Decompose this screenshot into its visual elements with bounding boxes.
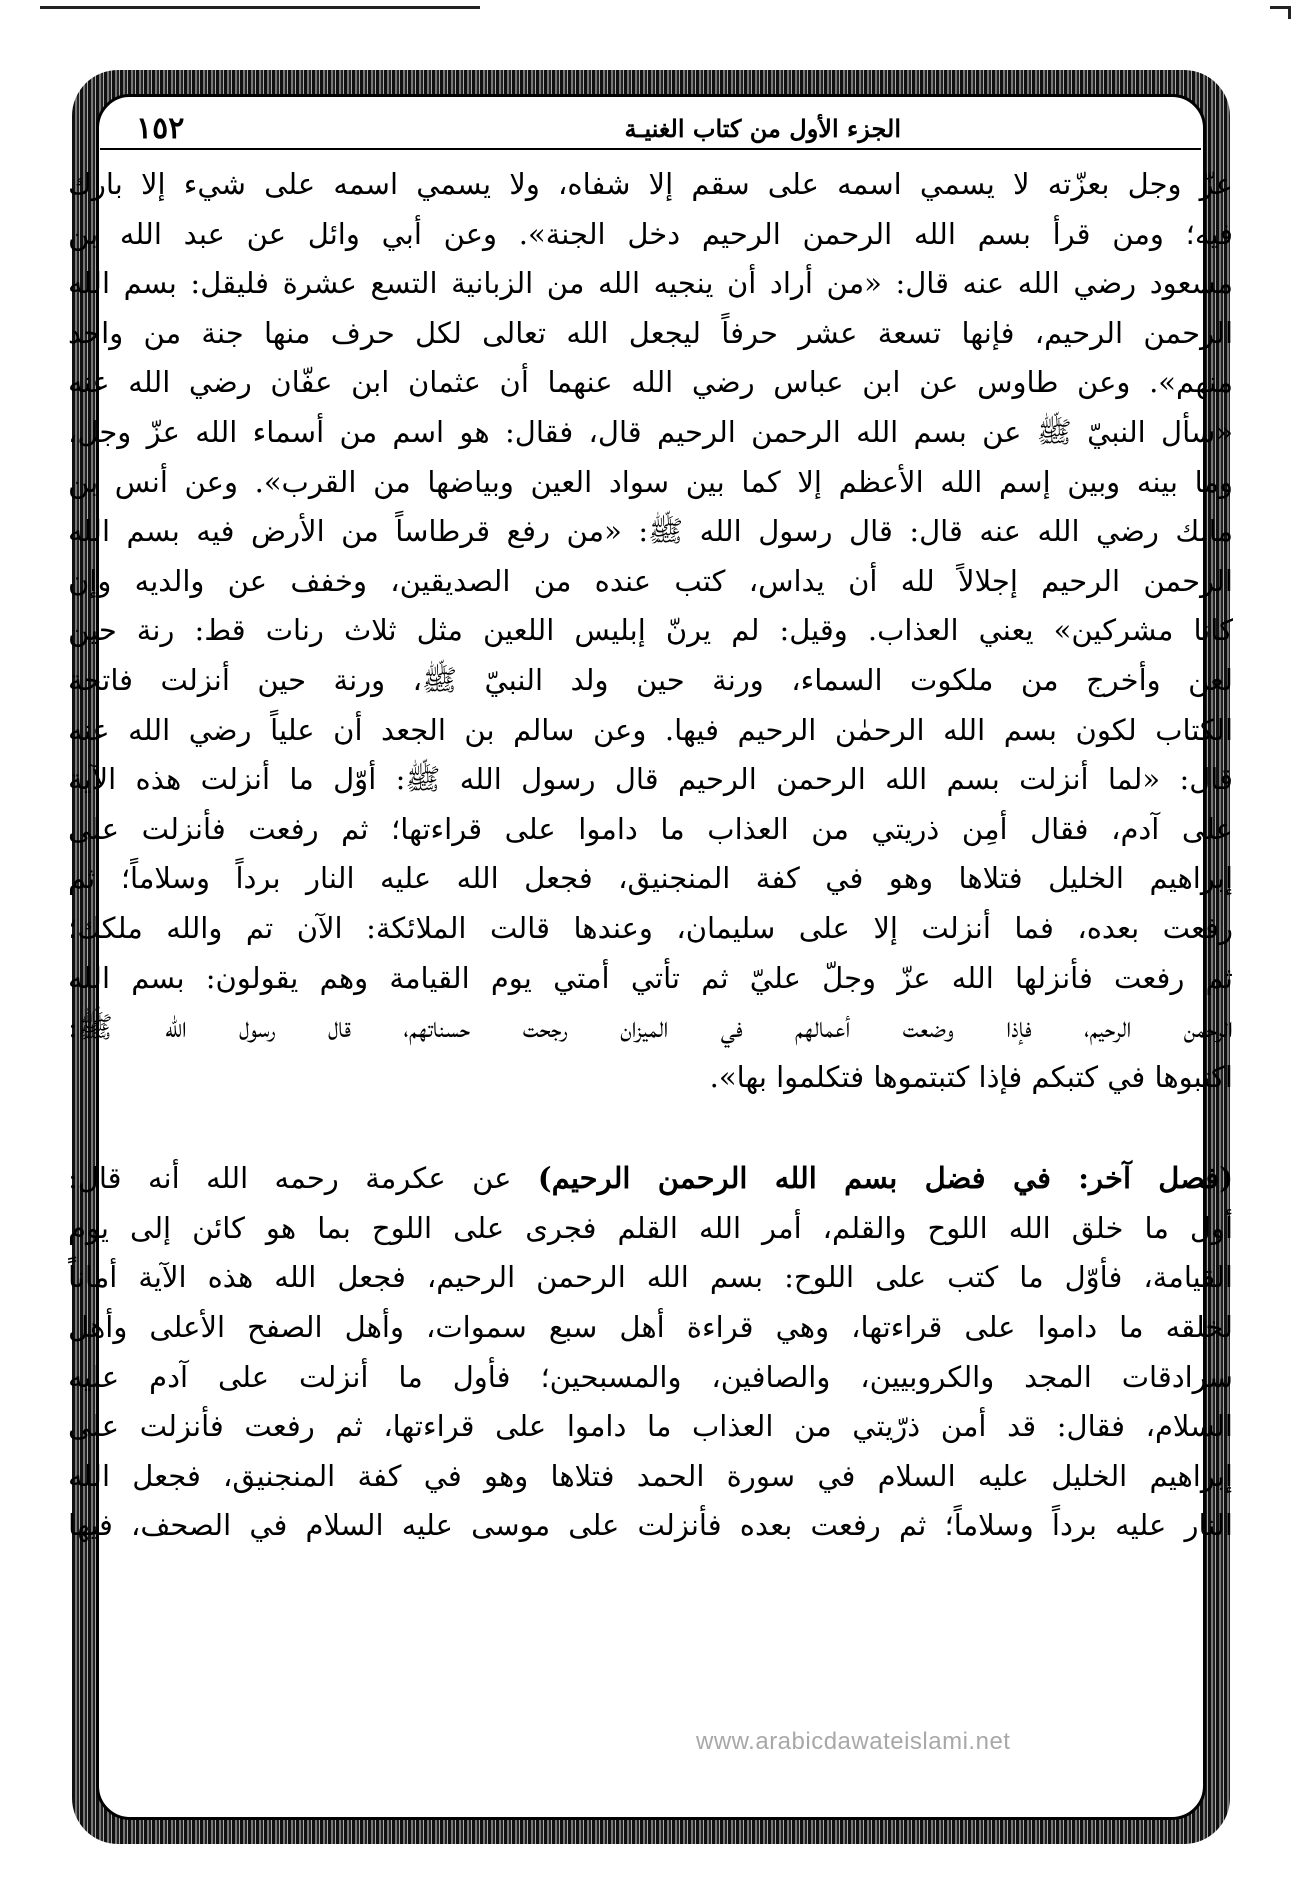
body-text bbox=[68, 160, 1233, 1551]
text-line: الرحمن الرحيم إجلالاً لله أن يداس، كتب عنده من الصديقين، وخفف عن والديه وإن bbox=[68, 563, 1233, 598]
text-line: الرحمن الرحيم، فإنها تسعة عشر حرفاً ليجعل الله تعالى لكل حرف منها جنة من واحد bbox=[68, 315, 1233, 350]
watermark-url: www.arabicdawateislami.net bbox=[696, 1728, 1011, 1755]
text-line: قال: «لما أنزلت بسم الله الرحمن الرحيم قال رسول الله ﷺ: أوّل ما أنزلت هذه الآية bbox=[68, 762, 1233, 797]
section-title: (فصل آخر: في فضل بسم الله الرحمن الرحيم) bbox=[537, 1161, 1233, 1196]
text-line: عزّ وجل بعزّته لا يسمي اسمه على سقم إلا شفاه، ولا يسمي اسمه على شيء إلا بارك bbox=[68, 167, 1233, 201]
text-line: منهم». وعن طاوس عن ابن عباس رضي الله عنهما أن عثمان ابن عفّان رضي الله عنه bbox=[68, 365, 1233, 400]
page-header bbox=[100, 108, 1201, 150]
text-line: اكتبوها في كتبكم فإذا كتبتموها فتكلموا بها». bbox=[709, 1059, 1233, 1094]
text-line: ثم رفعت فأنزلها الله عزّ وجلّ عليّ ثم تأتي أمتي يوم القيامة وهم يقولون: بسم الله bbox=[68, 960, 1233, 995]
text-line: السلام، فقال: قد أمن ذرّيتي من العذاب ما داموا على قراءتها، ثم رفعت فأنزلت على bbox=[68, 1409, 1233, 1444]
text-line: الرحمن الرحيم، فإذا وضعت أعمالهم في الميزان رجحت حسناتهم، قال رسول الله ﷺ: bbox=[68, 1010, 1233, 1045]
text-line: «سأل النبيّ ﷺ عن بسم الله الرحمن الرحيم قال، فقال: هو اسم من أسماء الله عزّ وجل، bbox=[68, 414, 1233, 449]
text-line: فيه؛ ومن قرأ بسم الله الرحمن الرحيم دخل الجنة». وعن أبي وائل عن عبد الله بن bbox=[68, 216, 1233, 251]
paragraph-2 bbox=[68, 1204, 1233, 1551]
page-number: ١٥٢ bbox=[136, 110, 185, 146]
top-scan-rule bbox=[40, 6, 480, 9]
paragraph-1 bbox=[68, 160, 1233, 1102]
text-line: إبراهيم الخليل فتلاها وهو في كفة المنجنيق، فجعل الله عليه النار برداً وسلاماً؛ ثم bbox=[68, 861, 1233, 896]
text-line: لخلقه ما داموا على قراءتها، وهي قراءة أهل سبع سموات، وأهل الصفح الأعلى وأهل bbox=[68, 1310, 1233, 1345]
text-line: رفعت بعده، فما أنزلت إلا على سليمان، وعندها قالت الملائكة: الآن تم والله ملكك؛ bbox=[68, 910, 1233, 945]
section-first-line-rest: عن عكرمة رحمه الله أنه قال: bbox=[68, 1161, 538, 1196]
text-line: وما بينه وبين إسم الله الأعظم إلا كما بين سواد العين وبياضها من القرب». وعن أنس بن bbox=[68, 464, 1233, 499]
text-line: سرادقات المجد والكروبيين، والصافين، والمسبحين؛ فأول ما أنزلت على آدم عليه bbox=[68, 1359, 1233, 1394]
text-line: الكتاب لكون بسم الله الرحمٰن الرحيم فيها. وعن سالم بن الجعد أن علياً رضي الله عنه bbox=[68, 712, 1233, 747]
text-line: على آدم، فقال أمِن ذريتي من العذاب ما داموا على قراءتها؛ ثم رفعت فأنزلت على bbox=[68, 811, 1233, 846]
text-line: إبراهيم الخليل عليه السلام في سورة الحمد فتلاها وهو في كفة المنجنيق، فجعل الله bbox=[68, 1458, 1233, 1493]
section-heading-line bbox=[68, 1154, 1233, 1204]
running-title: الجزء الأول من كتاب الغنيـة bbox=[624, 113, 901, 143]
text-line: القيامة، فأوّل ما كتب على اللوح: بسم الله الرحمن الرحيم، فجعل الله هذه الآية أماناً bbox=[68, 1260, 1233, 1295]
text-line: مسعود رضي الله عنه قال: «من أراد أن ينجيه الله من الزبانية التسع عشرة فليقل: بسم الله bbox=[68, 266, 1233, 301]
paragraph-gap bbox=[68, 1102, 1233, 1154]
corner-crop-mark bbox=[1270, 6, 1291, 19]
text-line: مالك رضي الله عنه قال: قال رسول الله ﷺ: «من رفع قرطاساً من الأرض فيه بسم الله bbox=[68, 514, 1233, 549]
text-line: أول ما خلق الله اللوح والقلم، أمر الله القلم فجرى على اللوح بما هو كائن إلى يوم bbox=[68, 1210, 1233, 1245]
text-line: كانا مشركين» يعني العذاب. وقيل: لم يرنّ إبليس اللعين مثل ثلاث رنات قط: رنة حين bbox=[68, 613, 1233, 648]
text-line: النار عليه برداً وسلاماً؛ ثم رفعت بعده فأنزلت على موسى عليه السلام في الصحف، فيها bbox=[68, 1508, 1233, 1543]
text-line: لعن وأخرج من ملكوت السماء، ورنة حين ولد النبيّ ﷺ، ورنة حين أنزلت فاتحة bbox=[68, 662, 1233, 697]
